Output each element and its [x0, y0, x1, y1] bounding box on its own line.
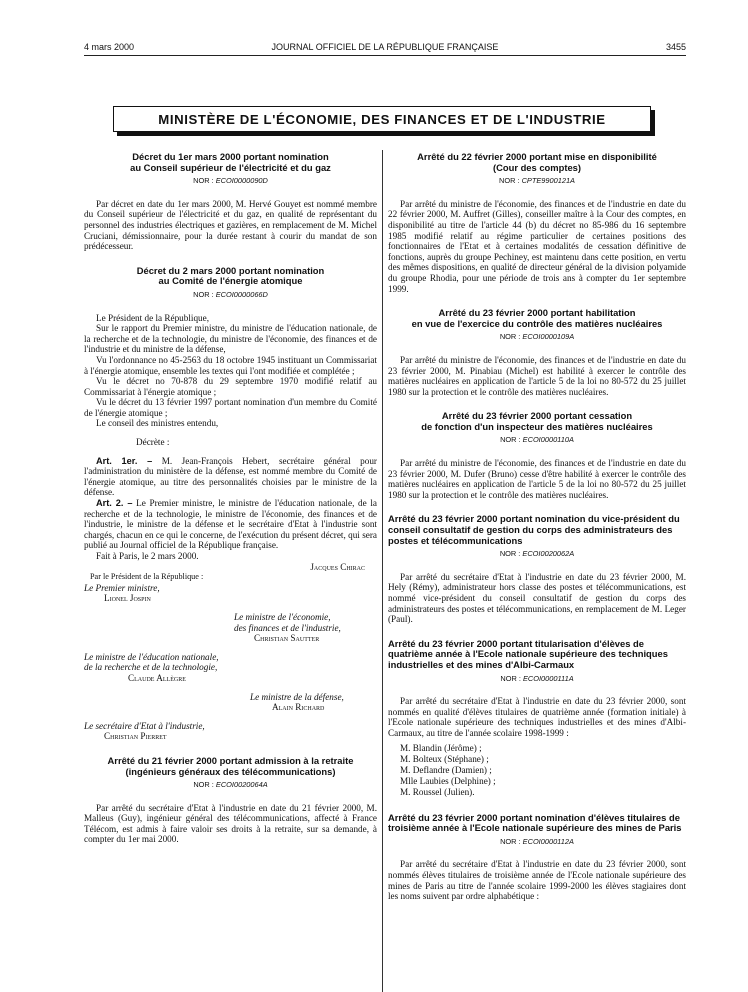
arrete-title: (Cour des comptes): [492, 161, 582, 173]
arrete-title: Arrêté du 23 février 2000 portant nomination du vice-président du conseil consultatif de gestion du corps des administrateurs des postes et télécommunications: [388, 513, 680, 546]
list-item: M. Deflandre (Damien) ;: [400, 764, 492, 775]
decrete-label: Décrète :: [136, 437, 170, 448]
arrete-disponibilite: [388, 152, 686, 294]
signatory-intro: Par le Président de la République :: [90, 572, 204, 582]
arrete-cessation: [388, 411, 686, 500]
nor-reference: NOR : ECOI0020064A: [193, 780, 268, 790]
student-list: [388, 743, 686, 799]
signatory-role: de la recherche et de la technologie,: [84, 662, 218, 673]
arrete-body: Par arrêté du secrétaire d'Etat à l'industrie en date du 23 février 2000, sont nommés élèves titulaires de troisième année de l'Ecole nationale supérieure des mines de Paris au titre de l'année scolaire 1999-2000 les élèves stagiaires dont les noms suivent par ordre alphabétique :: [388, 859, 686, 902]
arrete-albi-carmaux: [388, 639, 686, 799]
visa-line: Le Président de la République,: [96, 312, 210, 323]
signatory-name: Alain Richard: [272, 702, 325, 713]
arrete-body: Par arrêté du ministre de l'économie, des finances et de l'industrie en date du 23 février 2000, M. Pinabiau (Michel) est habilité à exercer le contrôle des matières nucléaires en application de l'article 5 de la loi no 80-572 du 25 juillet 1980 sur la protection et le contrôle des matières nucléaires.: [388, 354, 686, 397]
signatory-name: Christian Pierret: [104, 731, 167, 742]
nor-reference: NOR : ECOI0000110A: [500, 435, 574, 445]
ministry-title: MINISTÈRE DE L'ÉCONOMIE, DES FINANCES ET DE L'INDUSTRIE: [158, 111, 606, 127]
arrete-body: Par arrêté du ministre de l'économie, des finances et de l'industrie en date du 22 février 2000, M. Auffret (Gilles), conseiller maître à la Cour des comptes, en disponibilité au titre de l'article 44 (b) du décret no 85-986 du 16 septembre 1985 modifié relatif au régime particulier de certaines positions des fonctionnaires de l'Etat et à certaines modalités de cessation définitive de fonctions, auprès du groupe Pechiney, est maintenu dans cette position, en vertu des mêmes dispositions, en qualité de directeur général de la division polyamide du groupe Rhodia, pour une période de trois ans à compter du 1er septembre 1999.: [388, 198, 686, 294]
signatory-role: Le ministre de l'économie,: [234, 611, 331, 622]
arrete-body: Par arrêté du secrétaire d'Etat à l'industrie en date du 23 février 2000, M. Hely (Rémy), administrateur hors classe des postes et télécommunications, est nommé vice-président du conseil consultatif de gestion du corps des administrateurs des postes et télécommunications, en remplacement de M. Leger (Paul).: [388, 571, 686, 625]
decree-title: Décret du 2 mars 2000 portant nomination: [136, 264, 325, 276]
signatory-role: Le secrétaire d'Etat à l'industrie,: [84, 720, 205, 731]
list-item: Mlle Laubies (Delphine) ;: [400, 776, 496, 787]
header-journal-title: JOURNAL OFFICIEL DE LA RÉPUBLIQUE FRANÇAISE: [271, 42, 499, 52]
ministry-banner: [113, 106, 651, 132]
signature-place-date: Fait à Paris, le 2 mars 2000.: [96, 551, 199, 561]
arrete-body: Par arrêté du secrétaire d'Etat à l'industrie en date du 21 février 2000, M. Malleus (Guy), ingénieur général des télécommunications, affecté à France Télécom, est admis à faire valoir ses droits à la retraite, sur sa demande, à compter du 1er mai 2000.: [84, 802, 377, 845]
signatory-role: Le ministre de la défense,: [250, 691, 344, 702]
arrete-habilitation: [388, 308, 686, 397]
article-2: Art. 2. – Le Premier ministre, le ministre de l'éducation nationale, de la recherche et de la technologie, le ministre de l'économie, des finances et de l'industrie, le ministre de la défense et le secrétaire d'Etat à l'industrie sont chargés, chacun en ce qui le concerne, de l'exécution du présent décret, qui sera publié au Journal officiel de la République française.: [84, 498, 378, 551]
decree-body: Par décret en date du 1er mars 2000, M. Hervé Gouyet est nommé membre du Conseil supérieur de l'électricité et du gaz, en qualité de représentant du personnel des industries électriques et gazières, en remplacement de M. Michel Cruciani, démissionnaire, pour la durée restant à courir du mandat de son prédécesseur.: [84, 198, 377, 252]
decree-csEG: [84, 152, 377, 252]
arrete-title: Arrêté du 23 février 2000 portant habilitation: [438, 307, 636, 319]
arrete-title: en vue de l'exercice du contrôle des matières nucléaires: [411, 317, 663, 329]
arrete-title: Arrêté du 23 février 2000 portant titularisation d'élèves de quatrième année à l'Ecole nationale supérieure des techniques industrielles et des mines d'Albi-Carmaux: [388, 637, 668, 670]
header-date: 4 mars 2000: [84, 42, 135, 52]
nor-reference: NOR : CPTE9900121A: [498, 176, 575, 186]
nor-reference: NOR : ECOI0000112A: [500, 836, 574, 846]
nor-reference: NOR : ECOI0000090D: [193, 176, 268, 186]
visa-line: Vu le décret du 13 février 1997 portant nomination d'un membre du Comité de l'énergie atomique ;: [84, 397, 377, 418]
left-column: [84, 152, 377, 845]
list-item: M. Blandin (Jérôme) ;: [400, 742, 482, 753]
list-item: M. Bolteux (Stéphane) ;: [400, 753, 489, 764]
right-column: [388, 152, 686, 902]
visa-line: Le conseil des ministres entendu,: [96, 418, 219, 429]
header-rule: [84, 55, 686, 56]
arrete-vice-president: [388, 514, 686, 624]
signatory-name: Claude Allègre: [128, 672, 186, 683]
arrete-mines-paris: [388, 813, 686, 902]
signatory-president: Jacques Chirac: [310, 561, 365, 572]
signatory-name: Christian Sautter: [254, 633, 320, 644]
arrete-title: Arrêté du 21 février 2000 portant admission à la retraite (ingénieurs généraux des télécommunications): [107, 754, 354, 777]
arrete-title: Arrêté du 22 février 2000 portant mise en disponibilité: [417, 151, 657, 162]
decree-cea: [84, 266, 377, 742]
decree-title: Décret du 1er mars 2000 portant nomination: [132, 151, 329, 162]
header-page-number: 3455: [665, 42, 686, 52]
arrete-body: Par arrêté du ministre de l'économie, des finances et de l'industrie en date du 23 février 2000, M. Dufer (Bruno) cesse d'être habilité à exercer le contrôle des matières nucléaires en application de l'article 5 de la loi no 80-572 du 25 juillet 1980 sur la protection et le contrôle des matières nucléaires.: [388, 458, 686, 500]
column-divider: [382, 150, 383, 992]
arrete-title: Arrêté du 23 février 2000 portant cessation: [441, 410, 633, 422]
visa-line: Sur le rapport du Premier ministre, du ministre de l'éducation nationale, de la recherche et de la technologie, du ministre de l'économie, des finances et de l'industrie et du ministre de la défense,: [84, 323, 377, 355]
signatory-role: des finances et de l'industrie,: [234, 622, 341, 633]
visa-line: Vu l'ordonnance no 45-2563 du 18 octobre 1945 instituant un Commissariat à l'énergie atomique, ensemble les textes qui l'ont modifiée et complétée ;: [84, 354, 377, 376]
signatory-role: Le ministre de l'éducation nationale,: [84, 651, 219, 662]
nor-reference: NOR : ECOI0020062A: [499, 549, 575, 559]
decree-title: au Conseil supérieur de l'électricité et du gaz: [130, 161, 331, 173]
signatory-role: Le Premier ministre,: [84, 582, 160, 593]
nor-reference: NOR : ECOI0000111A: [500, 673, 574, 683]
nor-reference: NOR : ECOI0000109A: [499, 332, 575, 342]
arrete-title: de fonction d'un inspecteur des matières nucléaires: [421, 420, 653, 432]
nor-reference: NOR : ECOI0000066D: [193, 289, 268, 299]
list-item: M. Roussel (Julien).: [400, 787, 475, 798]
signatory-name: Lionel Jospin: [104, 593, 151, 604]
decree-title: au Comité de l'énergie atomique: [158, 275, 303, 287]
article-1: Art. 1er. – M. Jean-François Hebert, secrétaire général pour l'administration du ministère de la défense, est nommé membre du Comité de l'énergie atomique, au titre des personnalités choisies par le ministre de la défense.: [84, 455, 377, 498]
visa-line: Vu le décret no 70-878 du 29 septembre 1970 modifié relatif au Commissariat à l'énergie atomique ;: [84, 376, 377, 397]
arrete-retraite: [84, 756, 377, 845]
arrete-title: Arrêté du 23 février 2000 portant nomination d'élèves titulaires de troisième année à l'Ecole nationale supérieure des mines de Paris: [388, 811, 682, 834]
arrete-body: Par arrêté du secrétaire d'Etat à l'industrie en date du 23 février 2000, sont nommés en qualité d'élèves titulaires de quatrième année (formation initiale) à l'Ecole nationale supérieure des techniques industrielles et des mines d'Albi-Carmaux, au titre de l'année scolaire 1998-1999 :: [388, 696, 686, 738]
